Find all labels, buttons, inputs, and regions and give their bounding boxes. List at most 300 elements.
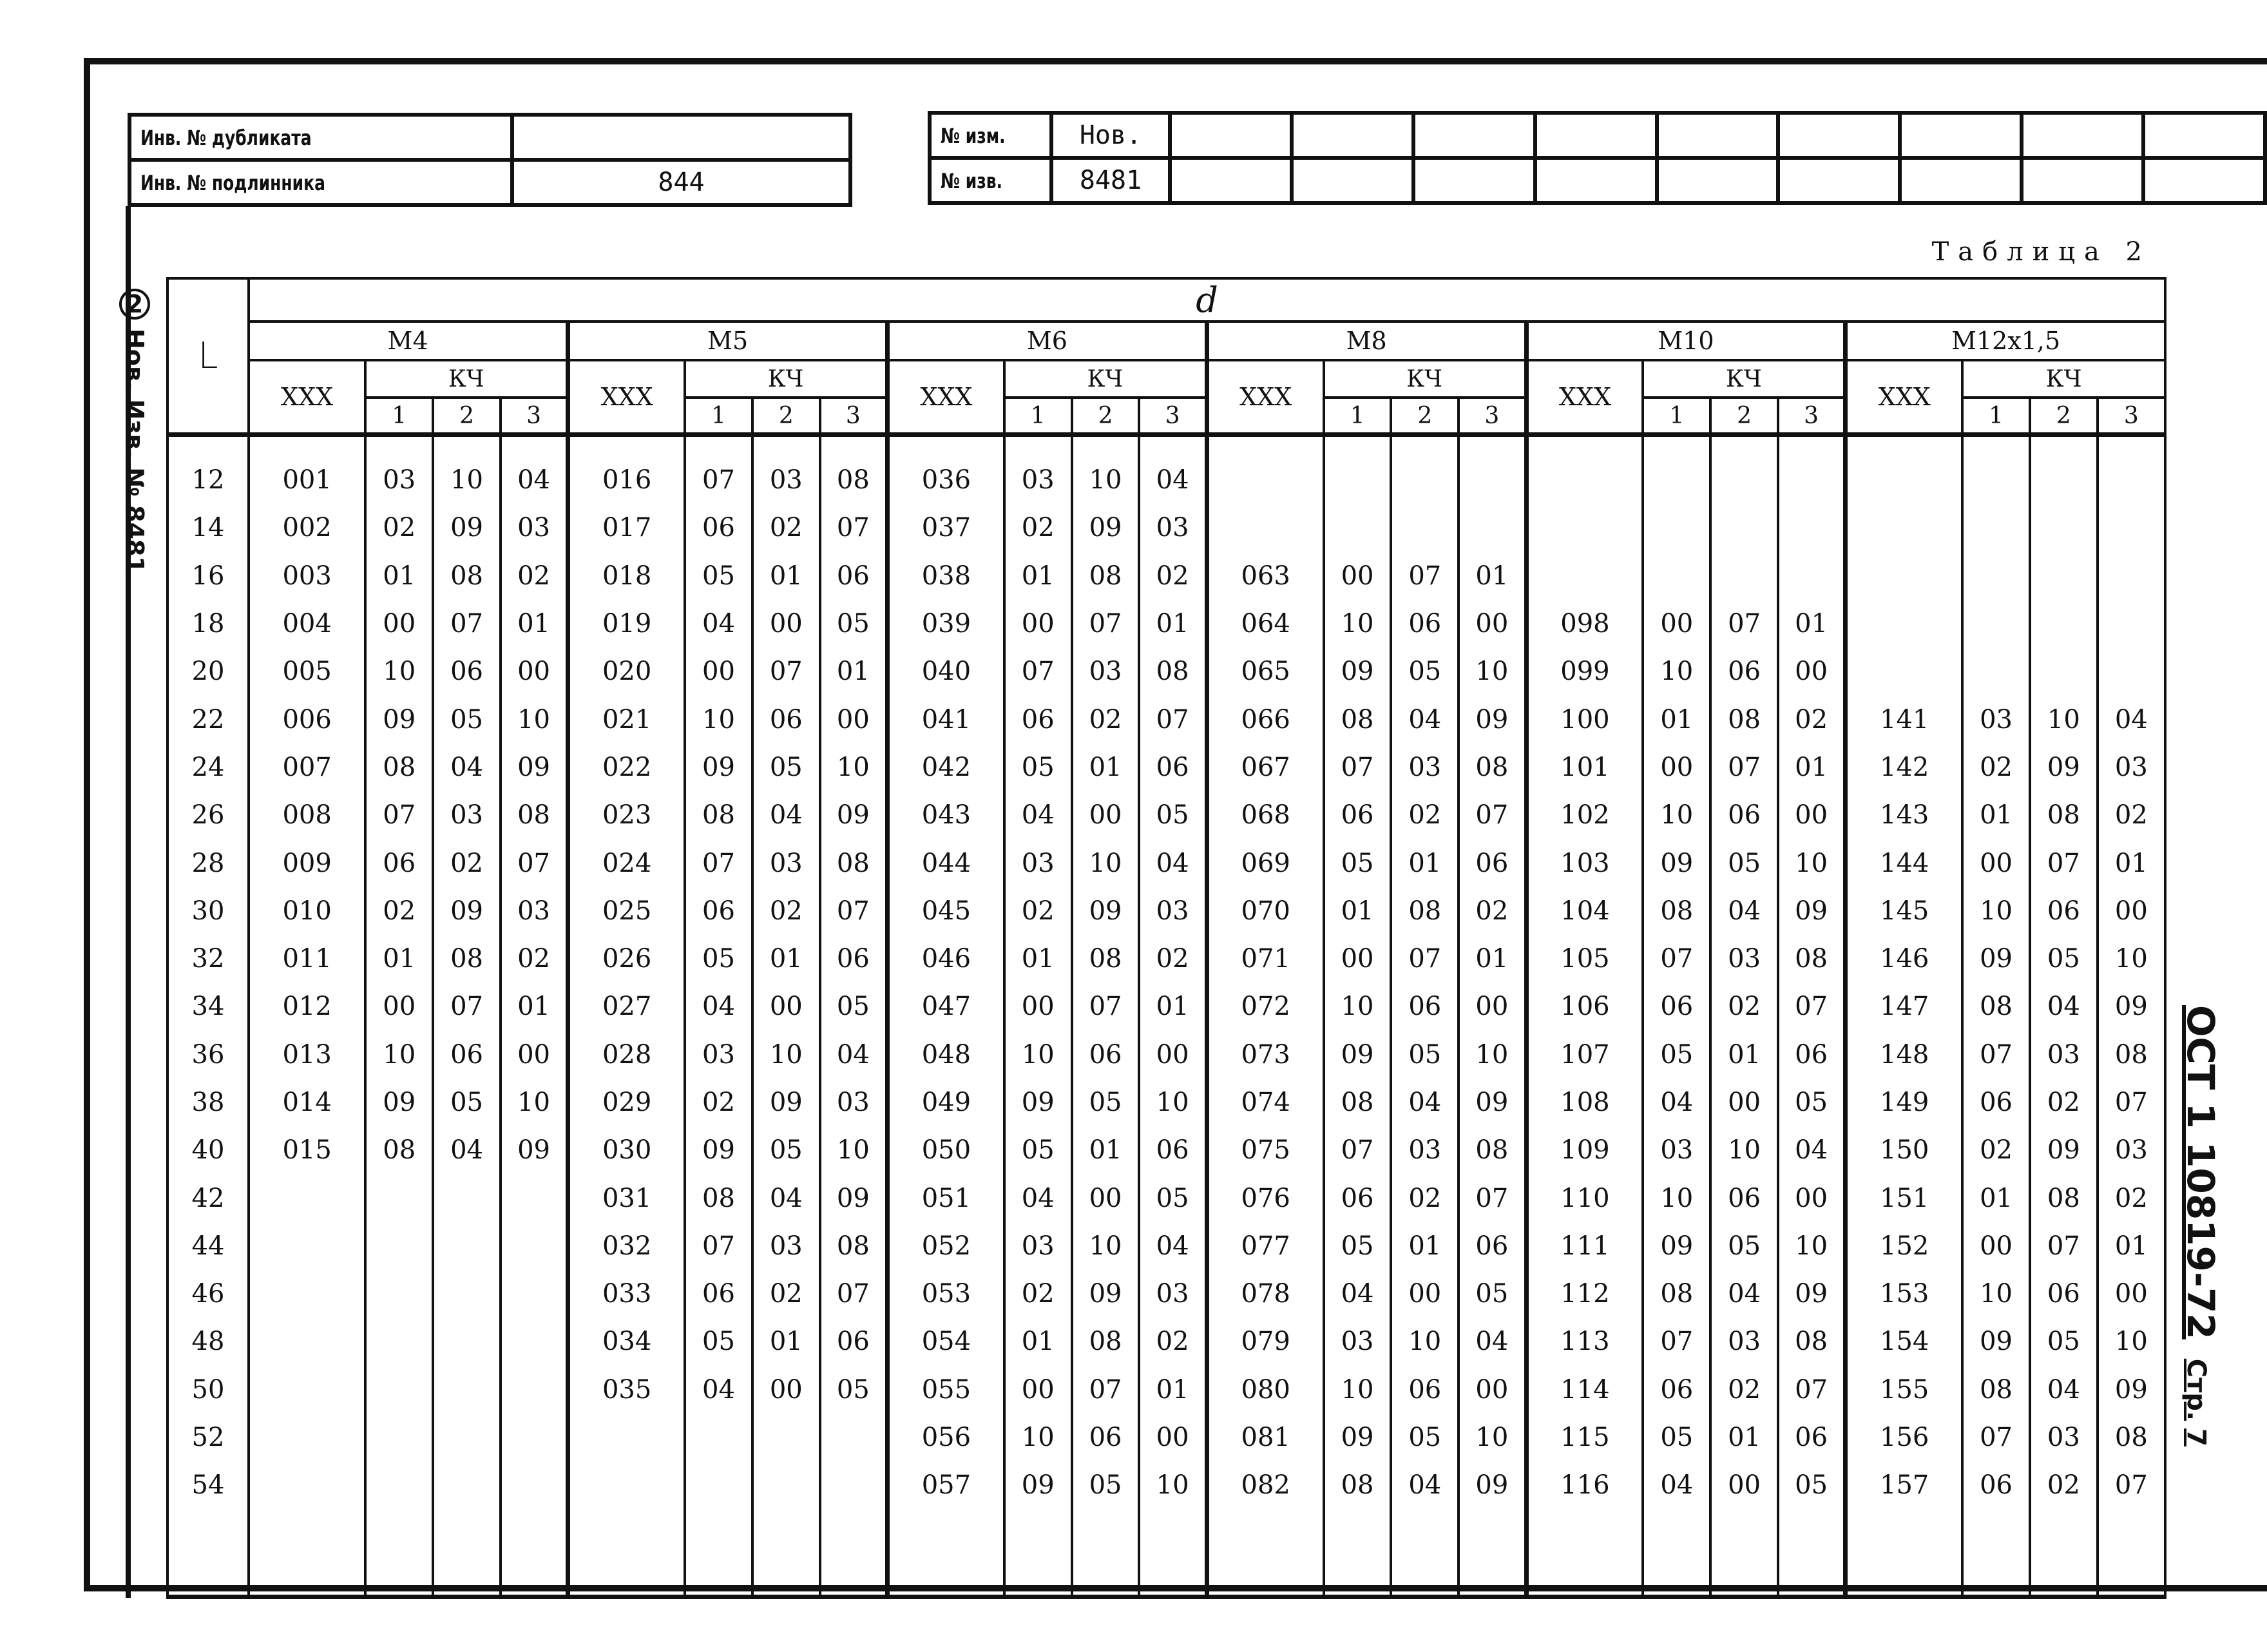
xxx-cell: 003	[249, 552, 365, 600]
spacer-cell	[1324, 435, 1392, 457]
kch-cell: 00	[1710, 1079, 1778, 1126]
spacer-cell	[1072, 435, 1140, 457]
kch-cell: 04	[1391, 1079, 1459, 1126]
kch-cell: 00	[1391, 1270, 1459, 1318]
kch-cell: 05	[685, 935, 752, 983]
kch-cell: 00	[1643, 600, 1710, 648]
table-row	[167, 456, 2165, 504]
left-margin-note	[119, 289, 150, 573]
kch-cell	[1459, 504, 1526, 552]
kch-cell	[2098, 648, 2165, 695]
xxx-cell: 075	[1207, 1126, 1323, 1174]
xxx-cell: 073	[1207, 1031, 1323, 1079]
kch-cell: 05	[1391, 1031, 1459, 1079]
kch-cell: 10	[2098, 935, 2165, 983]
kch-cell: 07	[1962, 1031, 2030, 1079]
kch-cell: 07	[1778, 983, 1846, 1030]
kch-cell: 05	[1004, 744, 1072, 791]
kch-cell: 01	[820, 648, 888, 695]
kch-cell: 10	[685, 695, 752, 743]
kch-subcol-header: 2	[752, 398, 820, 435]
xxx-cell: 052	[887, 1222, 1004, 1270]
change-stamp	[928, 111, 2267, 205]
kch-cell: 03	[365, 456, 433, 504]
kch-cell: 08	[1962, 983, 2030, 1030]
kch-cell: 07	[2030, 839, 2098, 887]
kch-cell: 02	[1004, 887, 1072, 935]
spacer-cell	[249, 435, 365, 457]
kch-cell: 05	[1778, 1079, 1846, 1126]
kch-cell: 10	[1324, 983, 1392, 1030]
kch-cell: 05	[1004, 1126, 1072, 1174]
spacer-row-bottom	[167, 1510, 2165, 1597]
spacer-cell	[2030, 435, 2098, 457]
kch-cell: 00	[1072, 1174, 1140, 1222]
xxx-cell: 099	[1526, 648, 1643, 695]
table-row	[167, 983, 2165, 1030]
kch-cell: 10	[501, 695, 568, 743]
xxx-cell: 014	[249, 1079, 365, 1126]
xxx-cell: 066	[1207, 695, 1323, 743]
xxx-cell	[1207, 504, 1323, 552]
kch-cell: 05	[1710, 839, 1778, 887]
duplicate-inventory-label: Инв. № дубликата	[140, 125, 312, 150]
kch-cell: 04	[1004, 1174, 1072, 1222]
kch-cell: 08	[1459, 1126, 1526, 1174]
kch-cell	[501, 1222, 568, 1270]
xxx-cell: 157	[1846, 1461, 1962, 1509]
kch-cell: 05	[1643, 1031, 1710, 1079]
xxx-cell: 142	[1846, 744, 1962, 791]
kch-cell: 00	[365, 983, 433, 1030]
kch-cell: 09	[2098, 1366, 2165, 1414]
change-number-label: № изм.	[941, 123, 1006, 148]
kch-cell: 09	[433, 504, 501, 552]
xxx-cell: 025	[568, 887, 685, 935]
table-row	[167, 648, 2165, 695]
kch-cell	[1710, 456, 1778, 504]
spacer-cell	[568, 1510, 685, 1597]
xxx-cell: 050	[887, 1126, 1004, 1174]
d-header	[249, 278, 2165, 322]
xxx-cell: 035	[568, 1366, 685, 1414]
kch-cell	[1778, 456, 1846, 504]
kch-cell: 01	[1004, 1318, 1072, 1365]
kch-cell: 04	[1139, 456, 1207, 504]
parts-table	[166, 277, 2167, 1599]
d-header-label: d	[1196, 280, 1218, 320]
kch-cell: 08	[433, 552, 501, 600]
kch-cell: 00	[1139, 1414, 1207, 1461]
kch-cell: 02	[1004, 1270, 1072, 1318]
kch-cell: 06	[1324, 1174, 1392, 1222]
xxx-cell	[1846, 504, 1962, 552]
kch-cell: 02	[752, 887, 820, 935]
xxx-cell: 114	[1526, 1366, 1643, 1414]
kch-cell: 01	[1459, 552, 1526, 600]
kch-cell	[2030, 504, 2098, 552]
kch-cell: 02	[1710, 1366, 1778, 1414]
kch-cell: 08	[2098, 1414, 2165, 1461]
xxx-cell: 039	[887, 600, 1004, 648]
kch-cell: 02	[1391, 1174, 1459, 1222]
kch-cell	[365, 1222, 433, 1270]
l-header-label: L	[198, 335, 218, 377]
xxx-cell: 100	[1526, 695, 1643, 743]
kch-cell: 02	[2098, 791, 2165, 839]
kch-subcol-header: 3	[1459, 398, 1526, 435]
xxx-cell: 153	[1846, 1270, 1962, 1318]
kch-cell: 06	[1962, 1461, 2030, 1509]
kch-cell: 06	[1710, 1174, 1778, 1222]
xxx-cell: 005	[249, 648, 365, 695]
revision-circle-mark: 2	[119, 289, 150, 320]
xxx-cell: 156	[1846, 1414, 1962, 1461]
kch-cell: 05	[1391, 648, 1459, 695]
kch-cell: 07	[1710, 744, 1778, 791]
table-row	[167, 1461, 2165, 1509]
standard-code: ОСТ 1 10819-72	[2179, 1005, 2223, 1340]
kch-subcol-header: 3	[1139, 398, 1207, 435]
kch-cell: 00	[365, 600, 433, 648]
xxx-cell: 081	[1207, 1414, 1323, 1461]
kch-subcol-header: 2	[2030, 398, 2098, 435]
xxx-cell: 045	[887, 887, 1004, 935]
group-header: М6	[887, 322, 1207, 360]
kch-cell	[433, 1366, 501, 1414]
kch-cell: 01	[1710, 1031, 1778, 1079]
xxx-cell: 068	[1207, 791, 1323, 839]
xxx-cell: 009	[249, 839, 365, 887]
l-value: 42	[167, 1174, 249, 1222]
kch-cell: 07	[1459, 1174, 1526, 1222]
kch-cell: 02	[1962, 1126, 2030, 1174]
kch-cell: 07	[433, 600, 501, 648]
kch-subcol-header: 1	[1962, 398, 2030, 435]
xxx-cell	[1526, 504, 1643, 552]
table-row	[167, 1222, 2165, 1270]
xxx-cell: 143	[1846, 791, 1962, 839]
spacer-cell	[2098, 1510, 2165, 1597]
spacer-cell	[1962, 435, 2030, 457]
kch-cell: 03	[2098, 1126, 2165, 1174]
kch-cell: 05	[2030, 935, 2098, 983]
kch-cell	[433, 1174, 501, 1222]
kch-cell: 09	[1072, 887, 1140, 935]
kch-cell: 01	[1962, 791, 2030, 839]
xxx-cell: 111	[1526, 1222, 1643, 1270]
kch-cell: 03	[2098, 744, 2165, 791]
kch-cell: 06	[685, 1270, 752, 1318]
kch-cell: 10	[2098, 1318, 2165, 1365]
kch-subcol-header: 3	[2098, 398, 2165, 435]
kch-cell: 08	[1643, 1270, 1710, 1318]
kch-cell	[2030, 552, 2098, 600]
xxx-cell: 146	[1846, 935, 1962, 983]
l-value: 14	[167, 504, 249, 552]
kch-cell: 10	[1778, 839, 1846, 887]
kch-cell	[1710, 504, 1778, 552]
kch-cell	[501, 1461, 568, 1509]
xxx-cell: 049	[887, 1079, 1004, 1126]
page-number: 7	[2181, 1428, 2211, 1446]
kch-cell: 07	[820, 1270, 888, 1318]
kch-cell: 04	[752, 791, 820, 839]
kch-cell: 01	[1962, 1174, 2030, 1222]
xxx-cell: 109	[1526, 1126, 1643, 1174]
kch-cell: 04	[685, 983, 752, 1030]
spacer-cell	[1391, 1510, 1459, 1597]
kch-cell: 01	[1778, 744, 1846, 791]
kch-cell: 07	[2098, 1079, 2165, 1126]
kch-cell: 06	[1710, 648, 1778, 695]
kch-cell	[1778, 552, 1846, 600]
kch-cell: 10	[1004, 1031, 1072, 1079]
kch-cell: 00	[685, 648, 752, 695]
kch-cell: 01	[752, 1318, 820, 1365]
kch-cell: 00	[1004, 1366, 1072, 1414]
xxx-cell	[568, 1414, 685, 1461]
kch-cell: 01	[1391, 839, 1459, 887]
notice-number-label: № изв.	[941, 168, 1002, 193]
kch-cell: 05	[1072, 1079, 1140, 1126]
xxx-cell: 018	[568, 552, 685, 600]
xxx-cell	[249, 1270, 365, 1318]
spacer-cell	[365, 435, 433, 457]
xxx-cell: 070	[1207, 887, 1323, 935]
spacer-cell	[2030, 1510, 2098, 1597]
xxx-cell: 141	[1846, 695, 1962, 743]
xxx-cell: 053	[887, 1270, 1004, 1318]
kch-cell: 01	[1004, 552, 1072, 600]
xxx-cell: 024	[568, 839, 685, 887]
kch-cell: 05	[1778, 1461, 1846, 1509]
kch-cell: 09	[1004, 1461, 1072, 1509]
xxx-cell: 022	[568, 744, 685, 791]
kch-cell: 00	[501, 1031, 568, 1079]
kch-cell: 09	[1004, 1079, 1072, 1126]
spacer-cell	[685, 1510, 752, 1597]
kch-cell: 08	[1139, 648, 1207, 695]
kch-cell: 06	[433, 1031, 501, 1079]
group-header: М12х1,5	[1846, 322, 2165, 360]
kch-cell	[1962, 552, 2030, 600]
kch-cell: 08	[1072, 1318, 1140, 1365]
kch-cell: 00	[1324, 935, 1392, 983]
inventory-stamp	[128, 113, 852, 207]
xxx-cell: 038	[887, 552, 1004, 600]
spacer-cell	[1778, 1510, 1846, 1597]
kch-cell	[433, 1414, 501, 1461]
kch-cell: 02	[2030, 1461, 2098, 1509]
kch-subcol-header: 2	[433, 398, 501, 435]
xxx-cell: 036	[887, 456, 1004, 504]
l-value: 50	[167, 1366, 249, 1414]
kch-cell: 10	[1072, 456, 1140, 504]
table-row	[167, 1270, 2165, 1318]
spacer-cell	[1459, 435, 1526, 457]
xxx-cell: 154	[1846, 1318, 1962, 1365]
kch-cell: 10	[1072, 839, 1140, 887]
kch-cell: 06	[1391, 600, 1459, 648]
kch-cell	[2030, 456, 2098, 504]
xxx-cell: 048	[887, 1031, 1004, 1079]
xxx-cell: 056	[887, 1414, 1004, 1461]
kch-cell: 06	[365, 839, 433, 887]
kch-cell	[365, 1414, 433, 1461]
spacer-cell	[1072, 1510, 1140, 1597]
kch-cell: 04	[1643, 1461, 1710, 1509]
xxx-cell	[1526, 552, 1643, 600]
spacer-cell	[1643, 435, 1710, 457]
xxx-cell: 017	[568, 504, 685, 552]
kch-cell: 06	[752, 695, 820, 743]
xxx-cell: 104	[1526, 887, 1643, 935]
kch-cell: 01	[1072, 744, 1140, 791]
kch-cell: 00	[752, 600, 820, 648]
kch-cell: 09	[1459, 1461, 1526, 1509]
kch-cell: 10	[1459, 1031, 1526, 1079]
xxx-cell: 016	[568, 456, 685, 504]
kch-cell	[433, 1461, 501, 1509]
kch-cell: 10	[752, 1031, 820, 1079]
group-header: М8	[1207, 322, 1526, 360]
kch-cell: 06	[1072, 1414, 1140, 1461]
kch-cell: 09	[1778, 887, 1846, 935]
kch-cell: 05	[1710, 1222, 1778, 1270]
xxx-cell: 021	[568, 695, 685, 743]
xxx-cell: 020	[568, 648, 685, 695]
kch-cell: 07	[365, 791, 433, 839]
kch-cell: 01	[501, 983, 568, 1030]
xxx-cell: 063	[1207, 552, 1323, 600]
kch-cell: 09	[1324, 1414, 1392, 1461]
spacer-cell	[1846, 1510, 1962, 1597]
spacer-cell	[167, 435, 249, 457]
xxx-cell	[1846, 600, 1962, 648]
xxx-cell: 077	[1207, 1222, 1323, 1270]
l-value: 52	[167, 1414, 249, 1461]
kch-cell	[1391, 504, 1459, 552]
xxx-cell: 023	[568, 791, 685, 839]
kch-cell	[820, 1461, 888, 1509]
right-margin-note	[2179, 1005, 2223, 1446]
kch-cell: 09	[501, 1126, 568, 1174]
kch-cell: 02	[752, 504, 820, 552]
kch-cell: 08	[1459, 744, 1526, 791]
table-row	[167, 1079, 2165, 1126]
kch-cell: 00	[2098, 1270, 2165, 1318]
kch-cell: 03	[1139, 504, 1207, 552]
xxx-cell: 032	[568, 1222, 685, 1270]
spacer-cell	[1962, 1510, 2030, 1597]
kch-cell: 09	[1072, 504, 1140, 552]
kch-cell: 06	[1962, 1079, 2030, 1126]
kch-cell: 02	[1962, 744, 2030, 791]
kch-cell: 04	[1139, 839, 1207, 887]
kch-cell: 06	[433, 648, 501, 695]
xxx-cell: 113	[1526, 1318, 1643, 1365]
kch-cell: 07	[685, 456, 752, 504]
kch-cell: 09	[820, 791, 888, 839]
kch-cell: 03	[1643, 1126, 1710, 1174]
kch-cell: 03	[501, 504, 568, 552]
xxx-cell: 019	[568, 600, 685, 648]
table-row	[167, 504, 2165, 552]
kch-cell	[1324, 456, 1392, 504]
kch-cell: 09	[1324, 648, 1392, 695]
kch-cell: 04	[1643, 1079, 1710, 1126]
xxx-cell: 112	[1526, 1270, 1643, 1318]
spacer-cell	[1526, 435, 1643, 457]
xxx-cell: 144	[1846, 839, 1962, 887]
xxx-cell: 079	[1207, 1318, 1323, 1365]
kch-cell	[365, 1318, 433, 1365]
kch-cell: 04	[752, 1174, 820, 1222]
kch-cell: 03	[1072, 648, 1140, 695]
kch-cell: 06	[1139, 744, 1207, 791]
kch-cell: 05	[433, 1079, 501, 1126]
kch-cell: 10	[1962, 1270, 2030, 1318]
spacer-cell	[887, 1510, 1004, 1597]
kch-cell: 02	[365, 887, 433, 935]
spacer-cell	[1778, 435, 1846, 457]
l-value: 46	[167, 1270, 249, 1318]
xxx-cell: 001	[249, 456, 365, 504]
kch-cell: 07	[1710, 600, 1778, 648]
kch-cell	[1962, 504, 2030, 552]
kch-cell: 07	[820, 504, 888, 552]
kch-cell: 04	[2030, 983, 2098, 1030]
kch-cell: 08	[1778, 1318, 1846, 1365]
kch-cell: 07	[501, 839, 568, 887]
xxx-cell	[249, 1174, 365, 1222]
kch-subcol-header: 2	[1710, 398, 1778, 435]
table-caption: Таблица 2	[1931, 237, 2151, 267]
kch-cell	[685, 1461, 752, 1509]
kch-cell: 05	[820, 600, 888, 648]
kch-cell: 00	[1324, 552, 1392, 600]
l-value: 16	[167, 552, 249, 600]
xxx-cell: 069	[1207, 839, 1323, 887]
kch-cell: 10	[2030, 695, 2098, 743]
spacer-cell	[1710, 435, 1778, 457]
kch-cell: 00	[1072, 791, 1140, 839]
kch-cell: 05	[1324, 839, 1392, 887]
kch-cell: 00	[2098, 887, 2165, 935]
kch-cell: 05	[685, 1318, 752, 1365]
l-value: 44	[167, 1222, 249, 1270]
group-header: М10	[1526, 322, 1846, 360]
kch-cell: 09	[685, 1126, 752, 1174]
kch-cell: 06	[2030, 1270, 2098, 1318]
kch-cell: 09	[501, 744, 568, 791]
kch-cell: 08	[820, 456, 888, 504]
kch-cell: 05	[752, 1126, 820, 1174]
xxx-cell: 106	[1526, 983, 1643, 1030]
kch-cell: 09	[1324, 1031, 1392, 1079]
kch-cell: 03	[1710, 1318, 1778, 1365]
table-row	[167, 1318, 2165, 1365]
kch-cell	[501, 1174, 568, 1222]
table-row	[167, 887, 2165, 935]
kch-cell: 08	[2098, 1031, 2165, 1079]
kch-cell: 08	[433, 935, 501, 983]
kch-cell: 09	[1072, 1270, 1140, 1318]
xxx-cell	[1526, 456, 1643, 504]
kch-cell: 08	[1962, 1366, 2030, 1414]
kch-cell: 07	[685, 1222, 752, 1270]
